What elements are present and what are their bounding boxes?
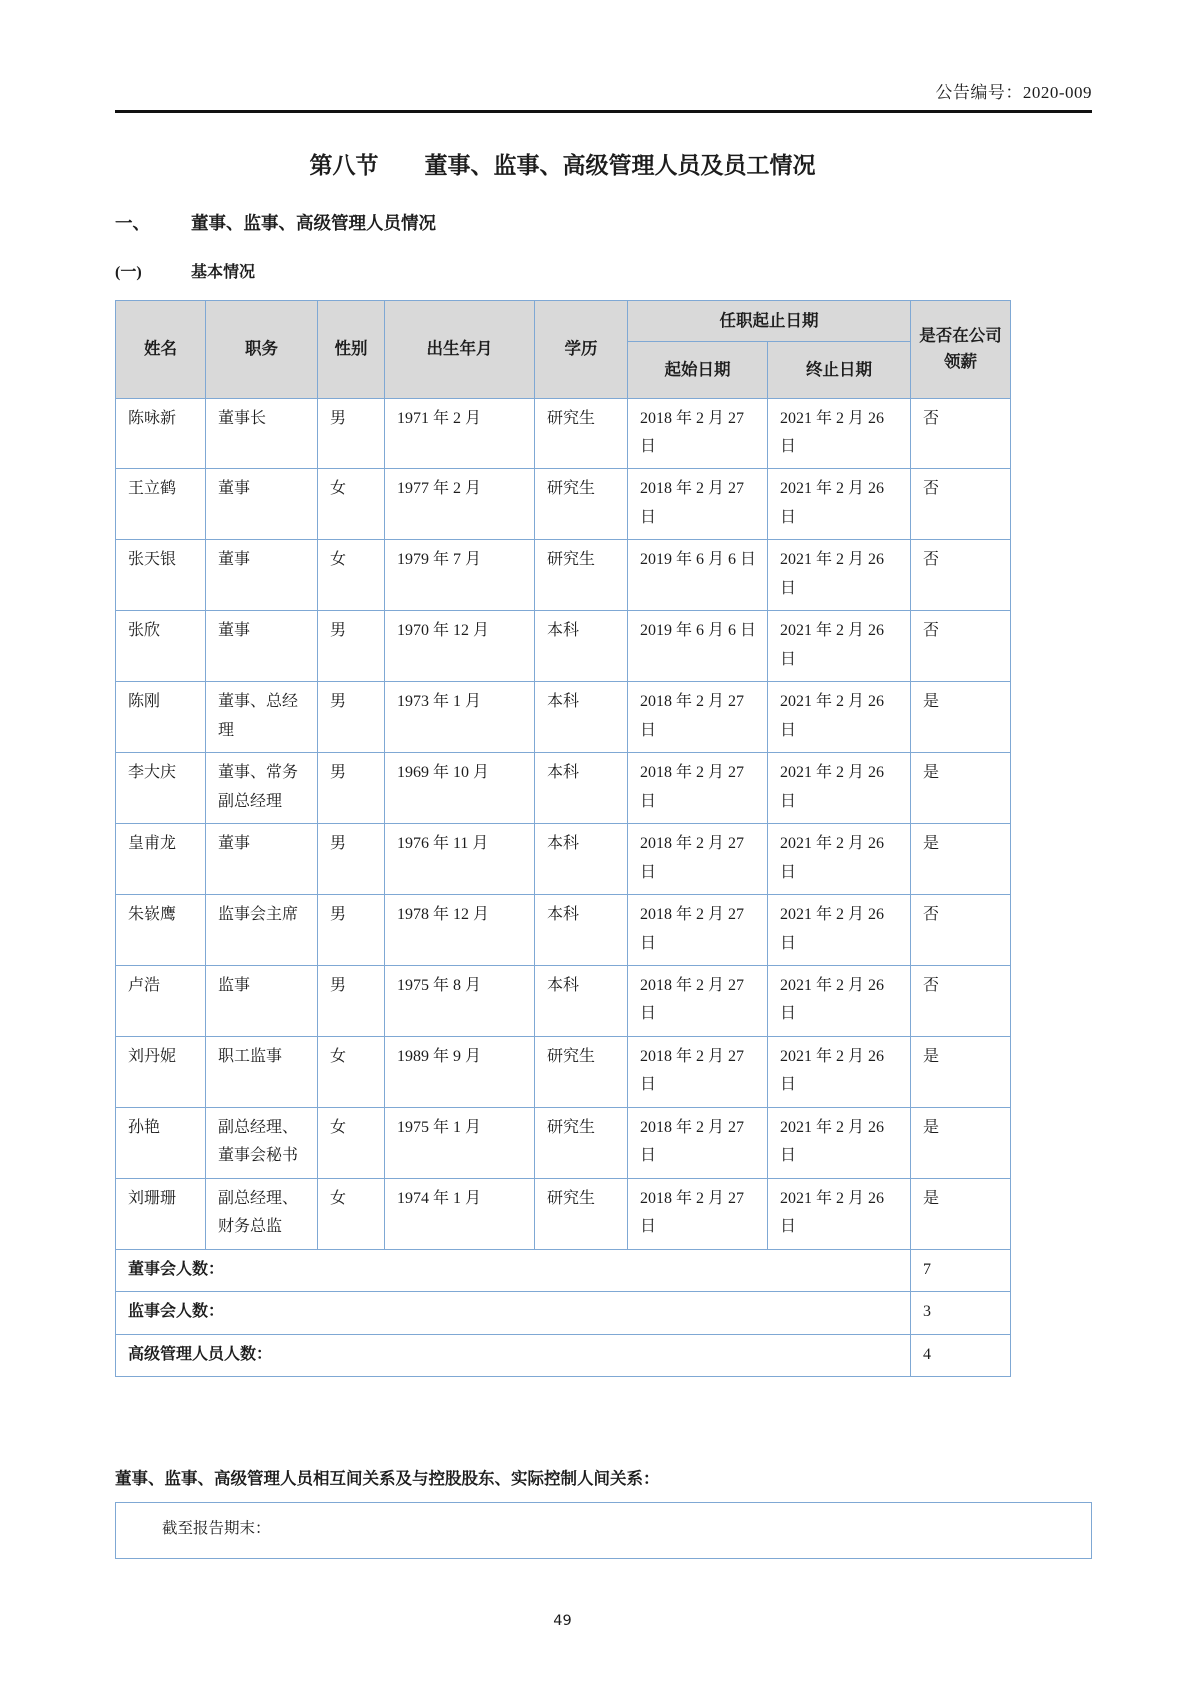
table-row [116, 611, 1011, 682]
subsection-title: 基本情况 [191, 263, 256, 281]
page-title [115, 147, 1010, 180]
section-number: 一、 [115, 212, 150, 233]
content-column [115, 147, 1010, 1378]
report-period-box [115, 1502, 1092, 1559]
cell-position: 职工监事 [206, 1036, 318, 1107]
cell-paid: 否 [911, 895, 1011, 966]
table-row [116, 469, 1011, 540]
cell-end: 2021 年 2 月 26 日 [768, 824, 911, 895]
cell-paid: 是 [911, 1178, 1011, 1249]
cell-gender: 女 [318, 469, 385, 540]
cell-paid: 否 [911, 398, 1011, 469]
header-gender: 性别 [318, 300, 385, 398]
cell-name: 张天银 [116, 540, 206, 611]
relationship-heading: 董事、监事、高级管理人员相互间关系及与控股股东、实际控制人间关系： [115, 1469, 660, 1489]
cell-end: 2021 年 2 月 26 日 [768, 1178, 911, 1249]
table-row [116, 824, 1011, 895]
header-paid: 是否在公司领薪 [911, 300, 1011, 398]
header-term: 任职起止日期 [628, 300, 911, 341]
cell-start: 2019 年 6 月 6 日 [628, 540, 768, 611]
cell-paid: 否 [911, 611, 1011, 682]
cell-gender: 男 [318, 682, 385, 753]
cell-start: 2018 年 2 月 27 日 [628, 398, 768, 469]
cell-end: 2021 年 2 月 26 日 [768, 469, 911, 540]
cell-birth: 1989 年 9 月 [385, 1036, 535, 1107]
summary-value: 3 [911, 1292, 1011, 1334]
cell-name: 刘丹妮 [116, 1036, 206, 1107]
cell-gender: 男 [318, 753, 385, 824]
cell-paid: 是 [911, 753, 1011, 824]
cell-gender: 男 [318, 895, 385, 966]
cell-end: 2021 年 2 月 26 日 [768, 966, 911, 1037]
report-period-text: 截至报告期末： [162, 1520, 271, 1538]
page-title-chapter: 第八节 [309, 152, 379, 178]
cell-end: 2021 年 2 月 26 日 [768, 540, 911, 611]
cell-name: 刘珊珊 [116, 1178, 206, 1249]
cell-position: 董事、总经理 [206, 682, 318, 753]
cell-name: 王立鹤 [116, 469, 206, 540]
cell-gender: 男 [318, 824, 385, 895]
summary-label: 监事会人数： [116, 1292, 911, 1334]
summary-row [116, 1249, 1011, 1291]
cell-start: 2018 年 2 月 27 日 [628, 1178, 768, 1249]
section-heading [115, 210, 1010, 235]
cell-start: 2018 年 2 月 27 日 [628, 1107, 768, 1178]
cell-position: 董事 [206, 611, 318, 682]
cell-start: 2018 年 2 月 27 日 [628, 753, 768, 824]
header-rule [115, 110, 1092, 113]
summary-row [116, 1334, 1011, 1376]
table-row [116, 753, 1011, 824]
cell-position: 监事会主席 [206, 895, 318, 966]
people-body [116, 398, 1011, 1377]
section-title: 董事、监事、高级管理人员情况 [191, 212, 436, 233]
cell-position: 董事长 [206, 398, 318, 469]
cell-paid: 否 [911, 469, 1011, 540]
summary-row [116, 1292, 1011, 1334]
cell-gender: 女 [318, 1178, 385, 1249]
cell-paid: 是 [911, 1107, 1011, 1178]
header-term-start: 起始日期 [628, 341, 768, 398]
table-row [116, 1036, 1011, 1107]
cell-education: 研究生 [535, 1036, 628, 1107]
cell-position: 监事 [206, 966, 318, 1037]
cell-birth: 1978 年 12 月 [385, 895, 535, 966]
cell-paid: 是 [911, 682, 1011, 753]
cell-education: 研究生 [535, 1178, 628, 1249]
cell-end: 2021 年 2 月 26 日 [768, 753, 911, 824]
cell-end: 2021 年 2 月 26 日 [768, 895, 911, 966]
cell-gender: 男 [318, 398, 385, 469]
cell-birth: 1970 年 12 月 [385, 611, 535, 682]
cell-gender: 女 [318, 1036, 385, 1107]
cell-end: 2021 年 2 月 26 日 [768, 682, 911, 753]
table-row [116, 540, 1011, 611]
page-number: 49 [553, 1613, 572, 1630]
cell-position: 董事、常务副总经理 [206, 753, 318, 824]
cell-end: 2021 年 2 月 26 日 [768, 1107, 911, 1178]
cell-name: 孙艳 [116, 1107, 206, 1178]
summary-value: 7 [911, 1249, 1011, 1291]
cell-name: 张欣 [116, 611, 206, 682]
table-row [116, 1107, 1011, 1178]
table-header [116, 300, 1011, 398]
table-row [116, 1178, 1011, 1249]
cell-education: 本科 [535, 753, 628, 824]
page-title-text: 董事、监事、高级管理人员及员工情况 [424, 152, 816, 178]
cell-name: 陈刚 [116, 682, 206, 753]
subsection-number: (一) [115, 263, 142, 281]
cell-education: 本科 [535, 895, 628, 966]
cell-gender: 男 [318, 611, 385, 682]
header-name: 姓名 [116, 300, 206, 398]
cell-name: 李大庆 [116, 753, 206, 824]
subsection-heading [115, 259, 1010, 282]
cell-name: 卢浩 [116, 966, 206, 1037]
table-row [116, 966, 1011, 1037]
cell-education: 研究生 [535, 398, 628, 469]
cell-gender: 女 [318, 540, 385, 611]
cell-birth: 1969 年 10 月 [385, 753, 535, 824]
cell-start: 2018 年 2 月 27 日 [628, 1036, 768, 1107]
cell-education: 本科 [535, 824, 628, 895]
cell-birth: 1977 年 2 月 [385, 469, 535, 540]
cell-position: 副总经理、财务总监 [206, 1178, 318, 1249]
cell-name: 朱嵚鹰 [116, 895, 206, 966]
summary-label: 董事会人数： [116, 1249, 911, 1291]
cell-start: 2018 年 2 月 27 日 [628, 824, 768, 895]
announcement-number: 公告编号：2020-009 [935, 83, 1092, 102]
cell-education: 本科 [535, 682, 628, 753]
cell-birth: 1974 年 1 月 [385, 1178, 535, 1249]
cell-start: 2018 年 2 月 27 日 [628, 682, 768, 753]
cell-position: 董事 [206, 469, 318, 540]
cell-end: 2021 年 2 月 26 日 [768, 1036, 911, 1107]
cell-start: 2018 年 2 月 27 日 [628, 966, 768, 1037]
cell-paid: 否 [911, 966, 1011, 1037]
cell-paid: 否 [911, 540, 1011, 611]
cell-position: 董事 [206, 540, 318, 611]
summary-label: 高级管理人员人数： [116, 1334, 911, 1376]
cell-end: 2021 年 2 月 26 日 [768, 398, 911, 469]
header-position: 职务 [206, 300, 318, 398]
cell-paid: 是 [911, 1036, 1011, 1107]
cell-start: 2019 年 6 月 6 日 [628, 611, 768, 682]
summary-value: 4 [911, 1334, 1011, 1376]
cell-education: 本科 [535, 966, 628, 1037]
header-birth: 出生年月 [385, 300, 535, 398]
header-term-end: 终止日期 [768, 341, 911, 398]
table-row [116, 895, 1011, 966]
cell-gender: 男 [318, 966, 385, 1037]
header-education: 学历 [535, 300, 628, 398]
cell-birth: 1975 年 8 月 [385, 966, 535, 1037]
cell-birth: 1971 年 2 月 [385, 398, 535, 469]
cell-education: 本科 [535, 611, 628, 682]
cell-birth: 1973 年 1 月 [385, 682, 535, 753]
management-table [115, 300, 1011, 1378]
cell-education: 研究生 [535, 540, 628, 611]
cell-education: 研究生 [535, 1107, 628, 1178]
cell-name: 陈咏新 [116, 398, 206, 469]
cell-position: 副总经理、董事会秘书 [206, 1107, 318, 1178]
cell-start: 2018 年 2 月 27 日 [628, 895, 768, 966]
table-row [116, 682, 1011, 753]
table-row [116, 398, 1011, 469]
cell-name: 皇甫龙 [116, 824, 206, 895]
cell-education: 研究生 [535, 469, 628, 540]
cell-paid: 是 [911, 824, 1011, 895]
cell-birth: 1979 年 7 月 [385, 540, 535, 611]
cell-gender: 女 [318, 1107, 385, 1178]
cell-end: 2021 年 2 月 26 日 [768, 611, 911, 682]
cell-start: 2018 年 2 月 27 日 [628, 469, 768, 540]
cell-birth: 1976 年 11 月 [385, 824, 535, 895]
cell-birth: 1975 年 1 月 [385, 1107, 535, 1178]
cell-position: 董事 [206, 824, 318, 895]
